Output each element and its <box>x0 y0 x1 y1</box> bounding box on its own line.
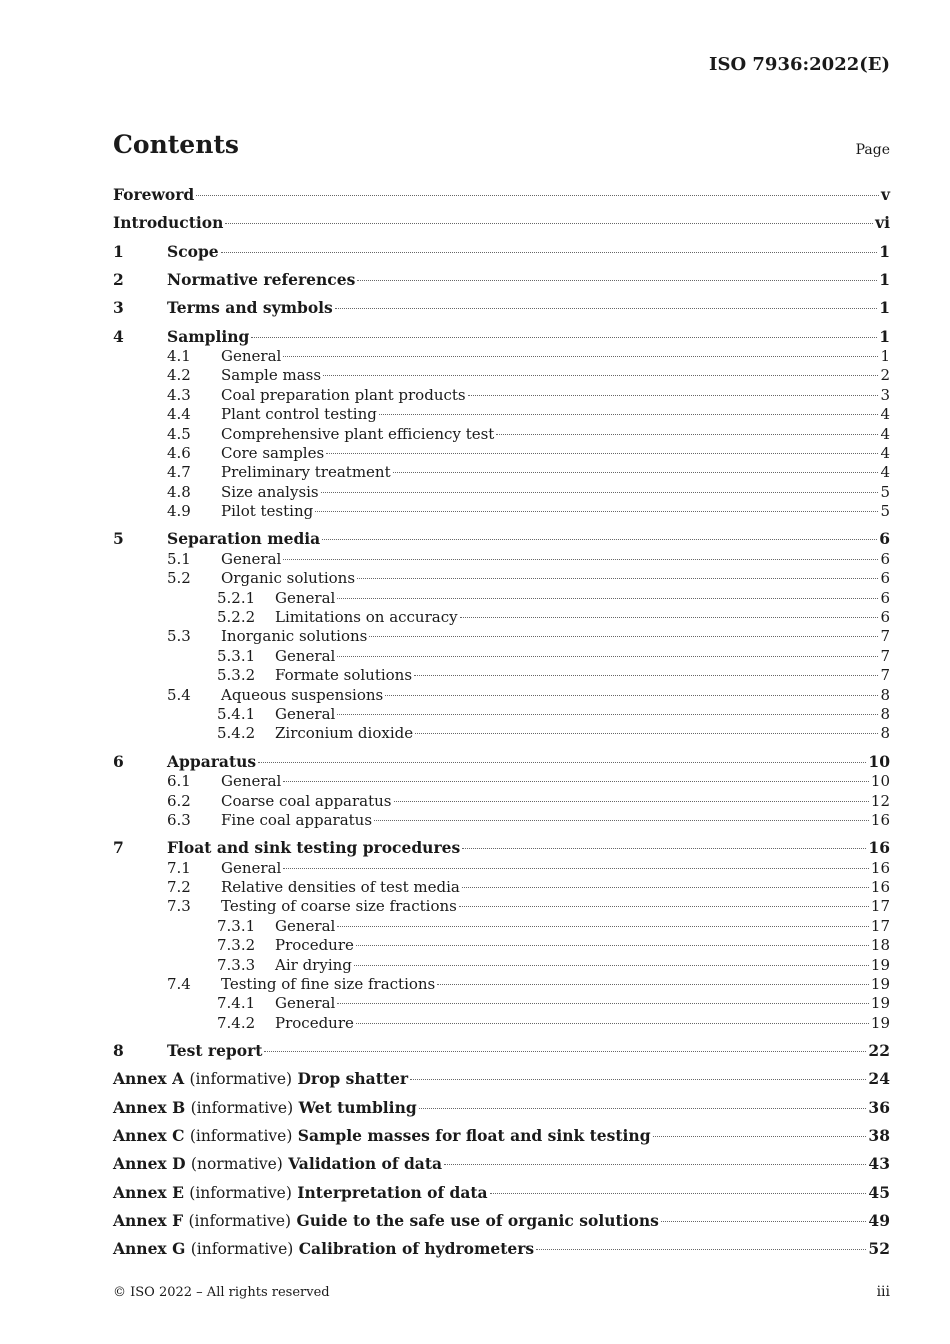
toc-entry-title: Testing of coarse size fractions <box>221 897 457 916</box>
toc-entry-title: Guide to the safe use of organic solutions <box>296 1210 659 1230</box>
toc-entry[interactable] <box>113 646 890 666</box>
toc-leader-dots <box>354 965 869 966</box>
toc-leader-dots <box>462 848 866 849</box>
toc-entry-title: Testing of fine size fractions <box>221 975 436 993</box>
toc-entry-page: 8 <box>880 705 890 723</box>
toc-leader-dots <box>536 1249 866 1250</box>
toc-entry-number: 4.3 <box>167 385 191 404</box>
toc-entry-title: Aqueous suspensions <box>221 685 384 704</box>
toc-entry-title: Limitations on accuracy <box>275 608 458 626</box>
toc-entry-title: General <box>221 549 282 568</box>
toc-entry[interactable] <box>113 365 890 385</box>
toc-entry-title: Test report <box>167 1041 263 1061</box>
toc-annex-type: (informative) <box>188 1211 292 1230</box>
toc-entry-number: 4.5 <box>167 424 191 443</box>
toc-entry-number: 5.4.1 <box>217 705 256 723</box>
toc-leader-dots <box>460 617 879 618</box>
toc-entry-title: Terms and symbols <box>167 298 333 318</box>
toc-leader-dots <box>322 539 877 540</box>
toc-entry[interactable] <box>113 185 890 205</box>
toc-entry-page: 49 <box>868 1210 890 1230</box>
toc-entry-number: 4.6 <box>167 443 191 462</box>
toc-entry-number: 7.4 <box>167 975 191 993</box>
toc-entry[interactable] <box>113 270 890 290</box>
toc-entry-page: vi <box>875 213 890 233</box>
toc-entry[interactable] <box>113 685 890 705</box>
toc-entry-title: Coal preparation plant products <box>221 385 466 404</box>
toc-entry-number: 4.7 <box>167 463 191 482</box>
toc-annex-type: (informative) <box>189 1127 293 1145</box>
toc-entry-number: 8 <box>113 1041 124 1061</box>
toc-entry[interactable] <box>113 1126 890 1146</box>
toc-entry-page: 16 <box>870 878 890 896</box>
toc-entry[interactable] <box>113 791 890 811</box>
toc-entry-page: 17 <box>870 916 890 935</box>
toc-entry[interactable] <box>113 955 890 975</box>
toc-entry-title: General <box>275 916 336 935</box>
toc-leader-dots <box>468 395 879 396</box>
toc-leader-dots <box>385 695 878 696</box>
toc-entry[interactable] <box>113 993 890 1013</box>
toc-leader-dots <box>444 1164 866 1165</box>
toc-entry-title: General <box>275 646 336 665</box>
toc-entry-number: 7.3.3 <box>217 955 256 974</box>
toc-entry-number: 4.1 <box>167 346 191 365</box>
toc-entry[interactable] <box>113 1069 890 1089</box>
toc-entry-number: 7.3.2 <box>217 936 256 955</box>
toc-entry-number: 4.4 <box>167 405 191 424</box>
toc-entry-title: Foreword <box>113 185 195 204</box>
toc-entry-number: 4 <box>113 326 124 346</box>
toc-leader-dots <box>490 1193 867 1194</box>
toc-entry[interactable] <box>113 404 890 424</box>
toc-entry-title: Zirconium dioxide <box>275 724 414 743</box>
toc-entry-page: 38 <box>868 1126 890 1145</box>
toc-entry-page: 10 <box>870 772 890 791</box>
toc-annex-type: (informative) <box>189 1183 292 1202</box>
toc-entry-title: Comprehensive plant efficiency test <box>221 424 495 443</box>
toc-entry[interactable] <box>113 529 890 549</box>
toc-entry-number: 5 <box>113 529 124 549</box>
toc-entry[interactable] <box>113 974 890 994</box>
toc-entry-title: Relative densities of test media <box>221 878 460 896</box>
toc-leader-dots <box>357 578 878 579</box>
toc-leader-dots <box>337 926 869 927</box>
toc-leader-dots <box>196 195 879 196</box>
toc-annex-type: (informative) <box>190 1098 294 1117</box>
toc-entry-page: 19 <box>870 994 890 1013</box>
toc-entry-title: Interpretation of data <box>297 1182 488 1202</box>
toc-entry-page: 1 <box>879 298 890 318</box>
toc-entry-number: 7.3.1 <box>217 916 256 935</box>
toc-entry-title: Calibration of hydrometers <box>298 1239 535 1259</box>
toc-entry-title: Drop shatter <box>297 1069 409 1089</box>
toc-entry-page: 22 <box>868 1041 890 1061</box>
toc-entry-title: Sampling <box>167 326 250 346</box>
toc-entry[interactable] <box>113 935 890 955</box>
toc-leader-dots <box>356 945 869 946</box>
toc-entry-number: 5.1 <box>167 549 191 568</box>
toc-annex-number: Annex B <box>113 1097 186 1117</box>
toc-leader-dots <box>337 598 878 599</box>
toc-entry[interactable] <box>113 723 890 743</box>
toc-annex-number: Annex G <box>113 1239 186 1259</box>
toc-leader-dots <box>326 453 878 454</box>
toc-leader-dots <box>653 1136 867 1137</box>
toc-leader-dots <box>356 1023 869 1024</box>
toc-entry[interactable] <box>113 1183 890 1203</box>
page-column-label: Page <box>855 142 890 158</box>
toc-entry[interactable] <box>113 916 890 936</box>
toc-entry[interactable] <box>113 568 890 588</box>
footer-page-number: iii <box>876 1284 890 1300</box>
toc-entry-page: v <box>880 185 890 204</box>
toc-leader-dots <box>225 223 873 224</box>
toc-leader-dots <box>337 714 878 715</box>
toc-entry-number: 6.1 <box>167 772 191 791</box>
toc-leader-dots <box>462 887 869 888</box>
toc-entry-title: Formate solutions <box>275 666 413 685</box>
toc-leader-dots <box>374 820 869 821</box>
toc-entry-number: 6.2 <box>167 791 191 810</box>
toc-entry[interactable] <box>113 213 890 233</box>
toc-entry-page: 19 <box>870 975 890 993</box>
toc-entry-title: Procedure <box>275 1013 354 1032</box>
toc-annex-number: Annex C <box>113 1126 185 1145</box>
toc-entry-page: 10 <box>868 751 890 771</box>
toc-entry-page: 2 <box>880 366 890 385</box>
toc-entry[interactable] <box>113 877 890 897</box>
toc-leader-dots <box>251 337 877 338</box>
toc-leader-dots <box>661 1221 867 1222</box>
toc-entry-page: 16 <box>868 838 890 858</box>
toc-entry[interactable] <box>113 482 890 502</box>
toc-entry-title: Plant control testing <box>221 405 377 424</box>
toc-entry-number: 7 <box>113 838 124 858</box>
toc-entry-title: Sample mass <box>221 366 322 385</box>
toc-entry-page: 6 <box>880 549 890 568</box>
toc-entry-number: 6.3 <box>167 810 191 829</box>
toc-entry-title: Validation of data <box>288 1154 443 1174</box>
toc-entry-number: 5.2.1 <box>217 588 256 607</box>
toc-entry[interactable] <box>113 810 890 830</box>
toc-entry-title: Coarse coal apparatus <box>221 791 392 810</box>
toc-entry[interactable] <box>113 1154 890 1174</box>
toc-entry-page: 4 <box>880 424 890 443</box>
toc-leader-dots <box>357 280 877 281</box>
toc-entry-title: Preliminary treatment <box>221 463 391 482</box>
toc-leader-dots <box>337 1003 869 1004</box>
toc-entry[interactable] <box>113 1013 890 1033</box>
toc-entry-page: 6 <box>880 588 890 607</box>
toc-entry-page: 18 <box>870 936 890 955</box>
toc-entry[interactable] <box>113 704 890 724</box>
toc-annex-number: Annex D <box>113 1154 186 1174</box>
toc-entry-title: Organic solutions <box>221 569 356 588</box>
toc-entry-number: 5.3.1 <box>217 646 256 665</box>
toc-annex-type: (informative) <box>190 1240 294 1259</box>
toc-entry-number: 5.4.2 <box>217 724 256 743</box>
toc-entry[interactable] <box>113 858 890 878</box>
toc-entry[interactable] <box>113 607 890 627</box>
toc-entry-number: 3 <box>113 298 124 318</box>
toc-entry-page: 1 <box>879 326 890 346</box>
toc-entry-number: 5.2.2 <box>217 608 256 626</box>
toc-leader-dots <box>419 1108 867 1109</box>
toc-leader-dots <box>379 414 879 415</box>
toc-entry-number: 4.8 <box>167 482 191 501</box>
toc-leader-dots <box>437 984 869 985</box>
toc-entry[interactable] <box>113 1041 890 1061</box>
toc-entry-title: Wet tumbling <box>298 1097 417 1117</box>
toc-entry[interactable] <box>113 327 890 347</box>
toc-leader-dots <box>283 868 869 869</box>
toc-entry-page: 1 <box>880 346 890 365</box>
toc-entry-page: 8 <box>880 724 890 743</box>
toc-entry-title: General <box>275 588 336 607</box>
toc-entry[interactable] <box>113 752 890 772</box>
toc-entry-title: Separation media <box>167 529 321 549</box>
page-title: Contents <box>113 130 240 159</box>
toc-leader-dots <box>410 1079 866 1080</box>
toc-entry[interactable] <box>113 1239 890 1259</box>
toc-entry-page: 45 <box>868 1182 890 1202</box>
toc-entry-title: Sample masses for float and sink testing <box>297 1126 651 1145</box>
toc-entry[interactable] <box>113 501 890 521</box>
toc-annex-number: Annex E <box>113 1182 184 1202</box>
toc-entry-page: 12 <box>870 791 890 810</box>
toc-entry-title: Air drying <box>275 955 352 974</box>
toc-entry-number: 4.9 <box>167 502 191 521</box>
toc-entry-page: 3 <box>880 385 890 404</box>
toc-entry-title: Pilot testing <box>221 502 314 521</box>
toc-entry-title: Scope <box>167 241 219 261</box>
footer-copyright: © ISO 2022 – All rights reserved <box>113 1285 330 1300</box>
toc-entry-title: General <box>275 705 336 723</box>
toc-entry-title: General <box>275 994 336 1013</box>
toc-entry-title: General <box>221 772 282 791</box>
toc-entry-title: Float and sink testing procedures <box>167 838 461 858</box>
toc-entry-number: 1 <box>113 241 124 261</box>
toc-entry-page: 4 <box>880 405 890 424</box>
toc-entry-title: Normative references <box>167 269 356 289</box>
toc-entry[interactable] <box>113 443 890 463</box>
toc-entry-number: 7.4.1 <box>217 994 256 1013</box>
toc-entry-page: 6 <box>880 569 890 588</box>
toc-entry[interactable] <box>113 626 890 646</box>
toc-entry-number: 7.4.2 <box>217 1013 256 1032</box>
toc-entry-page: 4 <box>880 443 890 462</box>
toc-entry-title: Core samples <box>221 443 325 462</box>
toc-leader-dots <box>496 434 878 435</box>
toc-annex-type: (informative) <box>189 1070 293 1089</box>
toc-entry-page: 19 <box>870 955 890 974</box>
document-id-header: ISO 7936:2022(E) <box>709 54 890 75</box>
toc-leader-dots <box>315 511 878 512</box>
toc-entry-page: 24 <box>868 1069 890 1089</box>
toc-annex-number: Annex A <box>113 1069 185 1089</box>
toc-entry-number: 5.3.2 <box>217 666 256 685</box>
toc-entry-page: 36 <box>868 1097 890 1117</box>
toc-leader-dots <box>221 252 878 253</box>
toc-entry[interactable] <box>113 424 890 444</box>
toc-leader-dots <box>393 472 879 473</box>
toc-entry-number: 7.2 <box>167 878 191 896</box>
toc-entry-number: 6 <box>113 751 124 771</box>
toc-entry[interactable] <box>113 665 890 685</box>
toc-leader-dots <box>459 906 869 907</box>
toc-entry-page: 5 <box>880 502 890 521</box>
toc-leader-dots <box>369 636 878 637</box>
toc-entry-page: 6 <box>880 608 890 626</box>
toc-entry-page: 5 <box>880 482 890 501</box>
toc-leader-dots <box>321 492 879 493</box>
toc-leader-dots <box>283 559 878 560</box>
toc-entry-title: Size analysis <box>221 482 319 501</box>
toc-entry[interactable] <box>113 896 890 916</box>
toc-annex-type: (normative) <box>190 1155 283 1174</box>
toc-entry-number: 5.3 <box>167 627 191 646</box>
toc-entry-page: 16 <box>870 858 890 877</box>
toc-entry-number: 5.2 <box>167 569 191 588</box>
toc-entry-title: Procedure <box>275 936 354 955</box>
toc-entry[interactable] <box>113 242 890 262</box>
toc-entry-page: 8 <box>880 685 890 704</box>
toc-entry-page: 7 <box>880 627 890 646</box>
toc-entry-page: 19 <box>870 1013 890 1032</box>
toc-entry-page: 16 <box>870 810 890 829</box>
toc-leader-dots <box>335 308 877 309</box>
toc-leader-dots <box>414 675 878 676</box>
toc-leader-dots <box>283 781 869 782</box>
toc-entry-title: General <box>221 858 282 877</box>
toc-leader-dots <box>258 762 866 763</box>
toc-entry-number: 4.2 <box>167 366 191 385</box>
toc-leader-dots <box>323 375 878 376</box>
toc-entry-page: 43 <box>868 1154 890 1174</box>
toc-entry-page: 7 <box>880 646 890 665</box>
toc-entry-page: 1 <box>879 241 890 261</box>
toc-entry[interactable] <box>113 1211 890 1231</box>
toc-entry-number: 7.3 <box>167 897 191 916</box>
toc-entry-title: Introduction <box>113 213 224 233</box>
toc-entry-page: 52 <box>868 1239 890 1259</box>
toc-entry-number: 5.4 <box>167 685 191 704</box>
toc-entry-page: 7 <box>880 666 890 685</box>
toc-entry-title: Fine coal apparatus <box>221 810 373 829</box>
toc-entry-page: 1 <box>879 269 890 289</box>
toc-entry-title: Inorganic solutions <box>221 627 368 646</box>
toc-entry[interactable] <box>113 346 890 366</box>
toc-entry[interactable] <box>113 385 890 405</box>
toc-leader-dots <box>264 1051 866 1052</box>
toc-entry[interactable] <box>113 1098 890 1118</box>
toc-entry-page: 17 <box>870 897 890 916</box>
toc-entry[interactable] <box>113 549 890 569</box>
toc-entry[interactable] <box>113 298 890 318</box>
toc-leader-dots <box>337 656 878 657</box>
toc-entry-number: 7.1 <box>167 858 191 877</box>
toc-annex-number: Annex F <box>113 1210 184 1230</box>
toc-entry[interactable] <box>113 588 890 608</box>
toc-entry[interactable] <box>113 771 890 791</box>
toc-leader-dots <box>394 801 869 802</box>
toc-entry-page: 6 <box>879 529 890 549</box>
toc-entry[interactable] <box>113 838 890 858</box>
toc-entry[interactable] <box>113 462 890 482</box>
toc-leader-dots <box>283 356 878 357</box>
toc-entry-page: 4 <box>880 463 890 482</box>
toc-entry-title: Apparatus <box>167 751 257 771</box>
toc-entry-title: General <box>221 346 282 365</box>
toc-entry-number: 2 <box>113 269 124 289</box>
toc-leader-dots <box>415 733 878 734</box>
